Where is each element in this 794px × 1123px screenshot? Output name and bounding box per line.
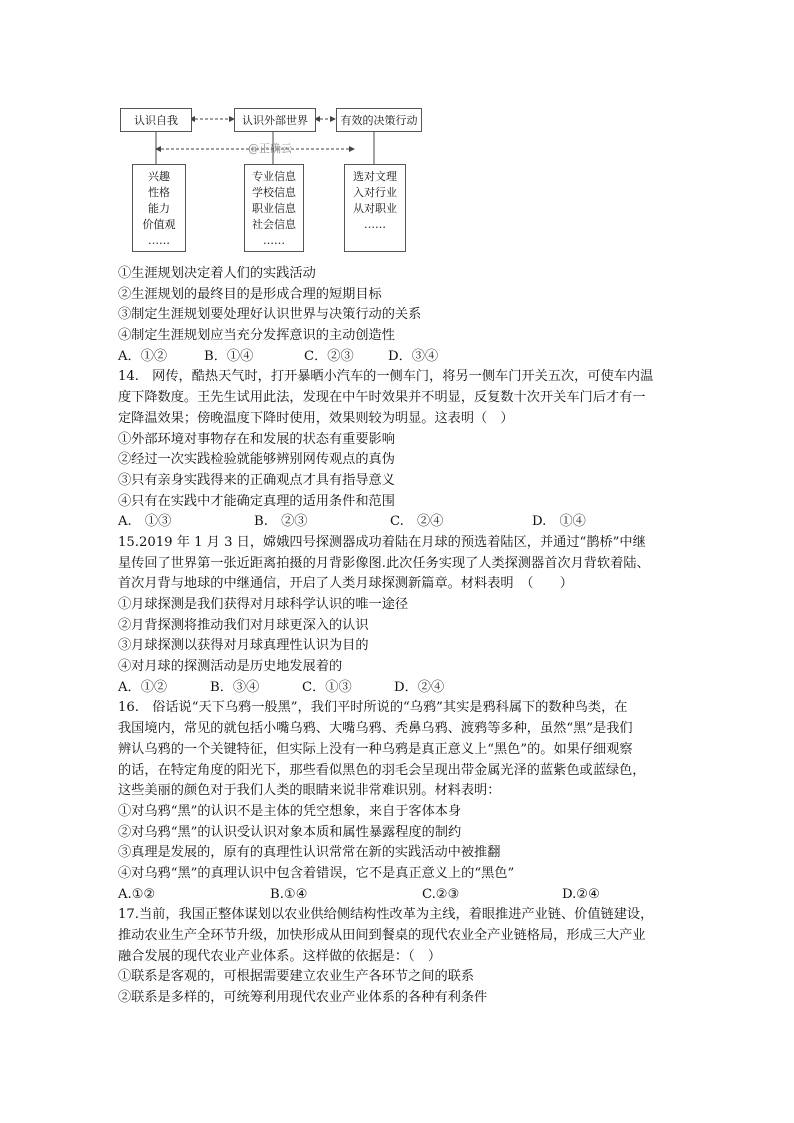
q14-option-statement: ①外部环境对事物存在和发展的状态有重要影响 xyxy=(118,431,395,447)
attribute-item: 价值观 xyxy=(142,218,176,231)
choice-d: D．②④ xyxy=(394,679,445,695)
choice-d: D．③④ xyxy=(388,348,439,364)
q16-option-statement: ③真理是发展的，原有的真理性认识常常在新的实践活动中被推翻 xyxy=(118,845,501,861)
q16-stem-line: 16. 俗话说“天下乌鸦一般黑”，我们平时所说的“乌鸦”其实是鸦科属下的数种鸟类，在 xyxy=(118,700,628,716)
q15-option-statement: ②月背探测将推动我们对月球更深入的认识 xyxy=(118,617,369,633)
q14-answer-choices xyxy=(118,512,678,533)
choice-d: D. ①④ xyxy=(532,514,586,530)
q14-stem-line: 定降温效果；傍晚温度下降时使用，效果则较为明显。这表明（ ） xyxy=(118,410,514,426)
q14-stem-line: 14. 网传，酷热天气时，打开暴晒小汽车的一侧车门，将另一侧车门开关五次，可使车内温 xyxy=(118,369,654,385)
q15-stem-line: 星传回了世界第一张近距离拍摄的月背影像图.此次任务实现了人类探测器首次月背软着陆、 xyxy=(118,555,650,571)
choice-c: C．①③ xyxy=(302,679,352,695)
q13-option-statement: ②生涯规划的最终目的是形成合理的短期目标 xyxy=(118,286,382,302)
info-item: …… xyxy=(263,234,285,247)
q15-stem-line: 首次月背与地球的中继通信，开启了人类月球探测新篇章。材料表明 （ ） xyxy=(118,576,573,592)
choice-a: A.①② xyxy=(118,886,156,902)
q15-answer-choices xyxy=(118,678,678,699)
q15-stem-line: 15.2019 年 1 月 3 日，嫦娥四号探测器成功着陆在月球的预选着陆区，并通过“鹊桥”中继 xyxy=(118,534,646,550)
q17-option-statement: ②联系是多样的，可统筹利用现代农业产业体系的各种有利条件 xyxy=(118,990,488,1006)
choice-item: 选对文理 xyxy=(353,170,397,183)
choice-b: B. ②③ xyxy=(254,514,308,530)
q17-stem-line: 融合发展的现代农业产业体系。这样做的依据是：（ ） xyxy=(118,948,442,964)
q15-option-statement: ①月球探测是我们获得对月球科学认识的唯一途径 xyxy=(118,597,409,612)
choice-c: C．②③ xyxy=(304,348,354,364)
q15-option-statement: ④对月球的探测活动是历史地发展着的 xyxy=(118,659,343,675)
choice-b: B．③④ xyxy=(210,679,260,695)
question-text xyxy=(118,264,678,1009)
choice-b: B．①④ xyxy=(204,348,254,364)
career-planning-diagram xyxy=(118,102,428,252)
attribute-item: 性格 xyxy=(148,186,170,199)
q17-stem-line: 17.当前，我国正整体谋划以农业供给侧结构性改革为主线，着眼推进产业链、价值链建设， xyxy=(118,907,654,923)
q16-option-statement: ②对乌鸦“黑”的认识受认识对象本质和属性暴露程度的制约 xyxy=(118,824,462,840)
choice-d: D.②④ xyxy=(562,886,600,902)
info-item: 专业信息 xyxy=(252,170,296,183)
decision-action-box xyxy=(336,108,422,132)
choice-item: 入对行业 xyxy=(353,186,397,199)
self-attributes-box xyxy=(132,164,186,252)
q16-stem-line: 辨认乌鸦的一个关键特征，但实际上没有一种乌鸦是真正意义上“黑色”的。如果仔细观察 xyxy=(118,741,633,757)
q16-stem-line: 这些美丽的颜色对于我们人类的眼睛来说非常难识别。材料表明： xyxy=(118,783,501,799)
q17-stem-line: 推动农业生产全环节升级，加快形成从田间到餐桌的现代农业全产业链格局，形成三大产业 xyxy=(118,928,646,943)
watermark: @正确云 xyxy=(248,142,292,155)
choice-b: B.①④ xyxy=(270,886,308,902)
q14-option-statement: ③只有亲身实践得来的正确观点才具有指导意义 xyxy=(118,472,395,488)
attribute-item: 兴趣 xyxy=(148,170,170,183)
q15-option-statement: ③月球探测以获得对月球真理性认识为目的 xyxy=(118,638,369,654)
choice-item: 从对职业 xyxy=(353,202,397,215)
attribute-item: …… xyxy=(148,234,170,247)
q13-option-statement: ①生涯规划决定着人们的实践活动 xyxy=(118,266,316,281)
choice-item: …… xyxy=(364,218,386,231)
info-item: 社会信息 xyxy=(252,218,296,231)
decision-action-label: 有效的决策行动 xyxy=(340,113,418,127)
action-choices-box xyxy=(344,164,406,252)
choice-a: A．①② xyxy=(118,679,168,695)
q16-stem-line: 我国境内，常见的就包括小嘴乌鸦、大嘴乌鸦、秃鼻乌鸦、渡鸦等多种，虽然“黑”是我们 xyxy=(118,721,633,737)
choice-c: C.②③ xyxy=(422,886,460,902)
self-knowledge-label: 认识自我 xyxy=(134,113,178,127)
q13-option-statement: ④制定生涯规划应当充分发挥意识的主动创造性 xyxy=(118,328,395,344)
q13-answer-choices xyxy=(118,347,678,368)
q16-option-statement: ①对乌鸦“黑”的认识不是主体的凭空想象，来自于客体本身 xyxy=(118,803,462,819)
external-info-box xyxy=(244,164,304,252)
self-knowledge-box xyxy=(120,108,192,132)
q14-stem-line: 度下降数度。王先生试用此法，发现在中午时效果并不明显，反复数十次开关车门后才有一 xyxy=(118,390,646,406)
attribute-item: 能力 xyxy=(148,202,170,215)
choice-a: A. ①③ xyxy=(118,514,172,530)
choice-a: A．①② xyxy=(118,348,168,364)
q16-answer-choices xyxy=(118,885,678,906)
info-item: 职业信息 xyxy=(252,202,296,215)
q16-stem-line: 的话，在特定角度的阳光下，那些看似黑色的羽毛会呈现出带金属光泽的蓝紫色或蓝绿色， xyxy=(118,762,646,778)
q14-option-statement: ④只有在实践中才能确定真理的适用条件和范围 xyxy=(118,493,395,509)
external-world-box xyxy=(234,108,316,132)
q16-option-statement: ④对乌鸦“黑”的真理认识中包含着错误，它不是真正意义上的“黑色” xyxy=(118,865,515,881)
q14-option-statement: ②经过一次实践检验就能够辨别网传观点的真伪 xyxy=(118,452,395,468)
info-item: 学校信息 xyxy=(252,186,296,199)
choice-c: C. ②④ xyxy=(390,514,444,530)
q17-option-statement: ①联系是客观的，可根据需要建立农业生产各环节之间的联系 xyxy=(118,969,475,985)
external-world-label: 认识外部世界 xyxy=(242,113,308,127)
q13-option-statement: ③制定生涯规划要处理好认识世界与决策行动的关系 xyxy=(118,307,422,323)
